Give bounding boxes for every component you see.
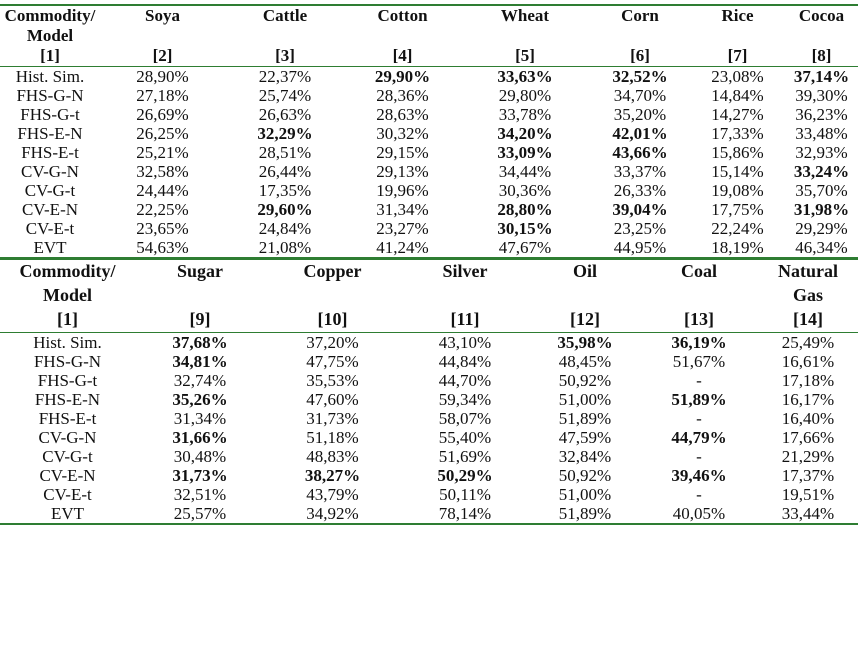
value-cell: 47,60% xyxy=(306,390,359,409)
value-cell: 35,70% xyxy=(795,181,848,200)
table-row xyxy=(0,371,858,390)
column-header xyxy=(225,26,345,46)
value-cell: 33,63% xyxy=(497,67,553,86)
value-cell: 31,66% xyxy=(172,428,228,447)
value-cell: 43,79% xyxy=(306,485,359,504)
value-cell: 15,14% xyxy=(711,162,764,181)
value-cell: 19,96% xyxy=(376,181,429,200)
model-name-cell: EVT xyxy=(50,504,85,523)
column-header: Soya xyxy=(145,6,180,25)
value-cell: 29,80% xyxy=(498,86,552,105)
value-cell: 50,11% xyxy=(439,485,491,504)
column-header: [4] xyxy=(392,46,413,65)
column-header xyxy=(785,26,858,46)
column-header xyxy=(530,284,640,308)
value-cell: 28,51% xyxy=(258,143,312,162)
value-cell: 16,17% xyxy=(781,390,835,409)
table-row xyxy=(0,504,858,523)
value-cell: 30,36% xyxy=(498,181,552,200)
value-cell: 37,20% xyxy=(306,333,359,352)
value-cell: 34,92% xyxy=(306,504,359,523)
value-cell: 46,34% xyxy=(795,238,848,257)
value-cell: 58,07% xyxy=(438,409,492,428)
value-cell: 14,27% xyxy=(711,105,764,124)
value-cell: 30,32% xyxy=(376,124,429,143)
column-header: Corn xyxy=(621,6,659,25)
value-cell: 78,14% xyxy=(438,504,492,523)
value-cell: 18,19% xyxy=(711,238,764,257)
value-cell: 51,89% xyxy=(558,504,612,523)
value-cell: 32,29% xyxy=(257,124,313,143)
model-name-cell: FHS-G-N xyxy=(16,86,84,105)
column-header xyxy=(460,26,590,46)
column-header: [3] xyxy=(275,46,295,65)
value-cell: 27,18% xyxy=(136,86,189,105)
value-cell: 36,19% xyxy=(671,333,727,352)
value-cell: 22,37% xyxy=(258,67,312,86)
table-row xyxy=(0,333,858,352)
value-cell: 23,65% xyxy=(136,219,189,238)
column-header: Natural xyxy=(778,261,838,281)
value-cell: - xyxy=(696,447,702,466)
header-row xyxy=(0,260,858,284)
table-row xyxy=(0,466,858,485)
table-1-body xyxy=(0,67,858,257)
value-cell: 34,70% xyxy=(613,86,667,105)
model-name-cell: Hist. Sim. xyxy=(33,333,102,352)
column-header: Gas xyxy=(792,285,823,305)
model-name-cell: FHS-G-t xyxy=(37,371,98,390)
value-cell: 21,08% xyxy=(258,238,312,257)
value-cell: 19,08% xyxy=(711,181,764,200)
table-row xyxy=(0,143,858,162)
table-2-header xyxy=(0,260,858,332)
value-cell: 26,44% xyxy=(258,162,312,181)
value-cell: 48,83% xyxy=(306,447,359,466)
column-header xyxy=(135,284,265,308)
value-cell: 34,20% xyxy=(497,124,553,143)
value-cell: 35,26% xyxy=(172,390,228,409)
value-cell: 25,21% xyxy=(136,143,189,162)
value-cell: 28,63% xyxy=(376,105,429,124)
value-cell: 24,84% xyxy=(258,219,312,238)
value-cell: 35,20% xyxy=(613,105,667,124)
table-row xyxy=(0,181,858,200)
value-cell: 34,81% xyxy=(172,352,228,371)
value-cell: 19,51% xyxy=(781,485,835,504)
value-cell: 31,34% xyxy=(173,409,227,428)
value-cell: 33,48% xyxy=(795,124,848,143)
header-row xyxy=(0,308,858,332)
value-cell: 35,53% xyxy=(306,371,359,390)
value-cell: 51,67% xyxy=(672,352,726,371)
value-cell: 35,98% xyxy=(557,333,613,352)
column-header: Coal xyxy=(681,261,717,281)
column-header: [13] xyxy=(684,309,714,329)
model-name-cell: CV-G-t xyxy=(42,447,93,466)
model-name-cell: FHS-G-t xyxy=(20,105,80,124)
value-cell: 24,44% xyxy=(136,181,189,200)
header-row xyxy=(0,26,858,46)
value-cell: 17,18% xyxy=(781,371,835,390)
model-name-cell: CV-E-t xyxy=(43,485,92,504)
value-cell: 42,01% xyxy=(612,124,668,143)
value-cell: 51,89% xyxy=(671,390,727,409)
table-row xyxy=(0,219,858,238)
value-cell: 47,59% xyxy=(558,428,612,447)
value-cell: 17,66% xyxy=(781,428,835,447)
value-cell: 23,25% xyxy=(613,219,667,238)
value-cell: 33,09% xyxy=(497,143,553,162)
value-cell: 26,25% xyxy=(136,124,189,143)
row-header-label: [1] xyxy=(40,46,60,65)
column-header: [9] xyxy=(189,309,211,329)
table-row xyxy=(0,352,858,371)
value-cell: 54,63% xyxy=(136,238,189,257)
value-cell: 33,37% xyxy=(613,162,667,181)
header-row xyxy=(0,46,858,66)
value-cell: 40,05% xyxy=(672,504,726,523)
column-header xyxy=(690,26,785,46)
table-row xyxy=(0,105,858,124)
table-row xyxy=(0,428,858,447)
value-cell: 44,79% xyxy=(671,428,727,447)
value-cell: 17,37% xyxy=(781,466,835,485)
value-cell: 43,10% xyxy=(438,333,492,352)
value-cell: 39,46% xyxy=(671,466,727,485)
value-cell: - xyxy=(696,371,702,390)
value-cell: 28,90% xyxy=(136,67,189,86)
value-cell: 29,60% xyxy=(257,200,313,219)
value-cell: 32,58% xyxy=(136,162,189,181)
column-header: Silver xyxy=(442,261,488,281)
table-2-body xyxy=(0,333,858,523)
value-cell: 39,30% xyxy=(795,86,848,105)
column-header: Copper xyxy=(303,261,362,281)
column-header: Cattle xyxy=(262,6,308,25)
row-header-label: Commodity/ xyxy=(19,261,116,281)
value-cell: 37,14% xyxy=(793,67,850,86)
value-cell: 28,80% xyxy=(497,200,553,219)
value-cell: 29,90% xyxy=(374,67,431,86)
table-row xyxy=(0,124,858,143)
value-cell: 37,68% xyxy=(172,333,228,352)
table-2 xyxy=(0,260,858,332)
table-row xyxy=(0,200,858,219)
value-cell: 22,24% xyxy=(711,219,764,238)
value-cell: - xyxy=(696,485,702,504)
table-row xyxy=(0,390,858,409)
value-cell: 26,33% xyxy=(613,181,667,200)
value-cell: 26,63% xyxy=(258,105,312,124)
table-1-header xyxy=(0,6,858,66)
value-cell: 21,29% xyxy=(781,447,835,466)
column-header xyxy=(100,26,225,46)
value-cell: 31,34% xyxy=(376,200,429,219)
value-cell: 17,33% xyxy=(711,124,764,143)
value-cell: 25,57% xyxy=(173,504,227,523)
table-row xyxy=(0,447,858,466)
column-header: [12] xyxy=(570,309,600,329)
table-row xyxy=(0,409,858,428)
value-cell: 51,69% xyxy=(438,447,492,466)
value-cell: 28,36% xyxy=(376,86,429,105)
value-cell: 43,66% xyxy=(612,143,668,162)
column-header: Sugar xyxy=(176,261,223,281)
value-cell: 50,29% xyxy=(437,466,493,485)
column-header: [8] xyxy=(811,46,832,65)
value-cell: 15,86% xyxy=(711,143,764,162)
header-row xyxy=(0,6,858,26)
value-cell: 47,75% xyxy=(306,352,359,371)
column-header: [11] xyxy=(450,309,480,329)
column-header: [10] xyxy=(317,309,348,329)
table-row xyxy=(0,162,858,181)
value-cell: 17,75% xyxy=(711,200,764,219)
value-cell: 29,13% xyxy=(376,162,429,181)
value-cell: 14,84% xyxy=(711,86,764,105)
value-cell: - xyxy=(696,409,702,428)
value-cell: 38,27% xyxy=(304,466,361,485)
value-cell: 16,40% xyxy=(781,409,835,428)
value-cell: 39,04% xyxy=(612,200,668,219)
model-name-cell: CV-G-N xyxy=(38,428,97,447)
column-header: [14] xyxy=(793,309,823,329)
table-row xyxy=(0,67,858,86)
value-cell: 25,49% xyxy=(781,333,835,352)
column-header xyxy=(400,284,530,308)
column-header: Cocoa xyxy=(798,6,845,25)
model-name-cell: Hist. Sim. xyxy=(15,67,85,86)
value-cell: 30,15% xyxy=(497,219,553,238)
model-name-cell: EVT xyxy=(33,238,67,257)
value-cell: 32,51% xyxy=(173,485,227,504)
column-header: Oil xyxy=(572,261,597,281)
value-cell: 32,93% xyxy=(795,143,848,162)
model-name-cell: FHS-E-N xyxy=(34,390,101,409)
value-cell: 23,27% xyxy=(376,219,429,238)
table-1 xyxy=(0,6,858,66)
column-header: [6] xyxy=(630,46,650,65)
table-row xyxy=(0,86,858,105)
value-cell: 47,67% xyxy=(498,238,552,257)
value-cell: 44,95% xyxy=(613,238,667,257)
value-cell: 59,34% xyxy=(438,390,492,409)
value-cell: 44,84% xyxy=(438,352,492,371)
table-row xyxy=(0,238,858,257)
value-cell: 32,84% xyxy=(558,447,612,466)
column-header: Wheat xyxy=(500,6,550,25)
table-row xyxy=(0,485,858,504)
value-cell: 55,40% xyxy=(438,428,492,447)
column-header xyxy=(640,284,758,308)
model-name-cell: CV-E-N xyxy=(21,200,79,219)
value-cell: 44,70% xyxy=(438,371,492,390)
model-name-cell: CV-G-N xyxy=(21,162,79,181)
value-cell: 31,98% xyxy=(793,200,850,219)
value-cell: 33,44% xyxy=(781,504,835,523)
column-header: Cotton xyxy=(377,6,428,25)
model-name-cell: CV-E-N xyxy=(39,466,96,485)
column-header: [5] xyxy=(515,46,535,65)
value-cell: 22,25% xyxy=(136,200,189,219)
value-cell: 29,29% xyxy=(795,219,848,238)
column-header: [7] xyxy=(727,46,748,65)
value-cell: 51,00% xyxy=(558,390,612,409)
value-cell: 51,00% xyxy=(558,485,612,504)
model-name-cell: FHS-E-t xyxy=(21,143,79,162)
row-header-label: Commodity/ xyxy=(4,6,96,25)
value-cell: 48,45% xyxy=(558,352,612,371)
row-header-label: Model xyxy=(26,26,74,45)
value-cell: 23,08% xyxy=(711,67,764,86)
value-cell: 26,69% xyxy=(136,105,189,124)
value-cell: 41,24% xyxy=(376,238,429,257)
value-cell: 36,23% xyxy=(795,105,848,124)
value-cell: 31,73% xyxy=(172,466,228,485)
column-header xyxy=(265,284,400,308)
value-cell: 29,15% xyxy=(376,143,429,162)
model-name-cell: FHS-E-N xyxy=(17,124,83,143)
value-cell: 51,18% xyxy=(306,428,359,447)
value-cell: 50,92% xyxy=(558,371,612,390)
column-header xyxy=(345,26,460,46)
value-cell: 51,89% xyxy=(558,409,612,428)
column-header xyxy=(590,26,690,46)
model-name-cell: FHS-G-N xyxy=(33,352,102,371)
model-name-cell: CV-E-t xyxy=(25,219,75,238)
row-header-label: [1] xyxy=(57,309,78,329)
value-cell: 33,24% xyxy=(793,162,850,181)
value-cell: 32,52% xyxy=(612,67,668,86)
model-name-cell: FHS-E-t xyxy=(38,409,97,428)
value-cell: 30,48% xyxy=(173,447,227,466)
value-cell: 50,92% xyxy=(558,466,612,485)
column-header: Rice xyxy=(721,6,754,25)
header-row xyxy=(0,284,858,308)
model-name-cell: CV-G-t xyxy=(24,181,76,200)
value-cell: 33,78% xyxy=(498,105,552,124)
value-cell: 31,73% xyxy=(306,409,359,428)
row-header-label: Model xyxy=(43,285,92,305)
value-cell: 34,44% xyxy=(498,162,552,181)
bottom-rule xyxy=(0,523,858,525)
column-header: [2] xyxy=(152,46,173,65)
value-cell: 17,35% xyxy=(258,181,312,200)
value-cell: 32,74% xyxy=(173,371,227,390)
value-cell: 25,74% xyxy=(258,86,312,105)
value-cell: 16,61% xyxy=(781,352,835,371)
